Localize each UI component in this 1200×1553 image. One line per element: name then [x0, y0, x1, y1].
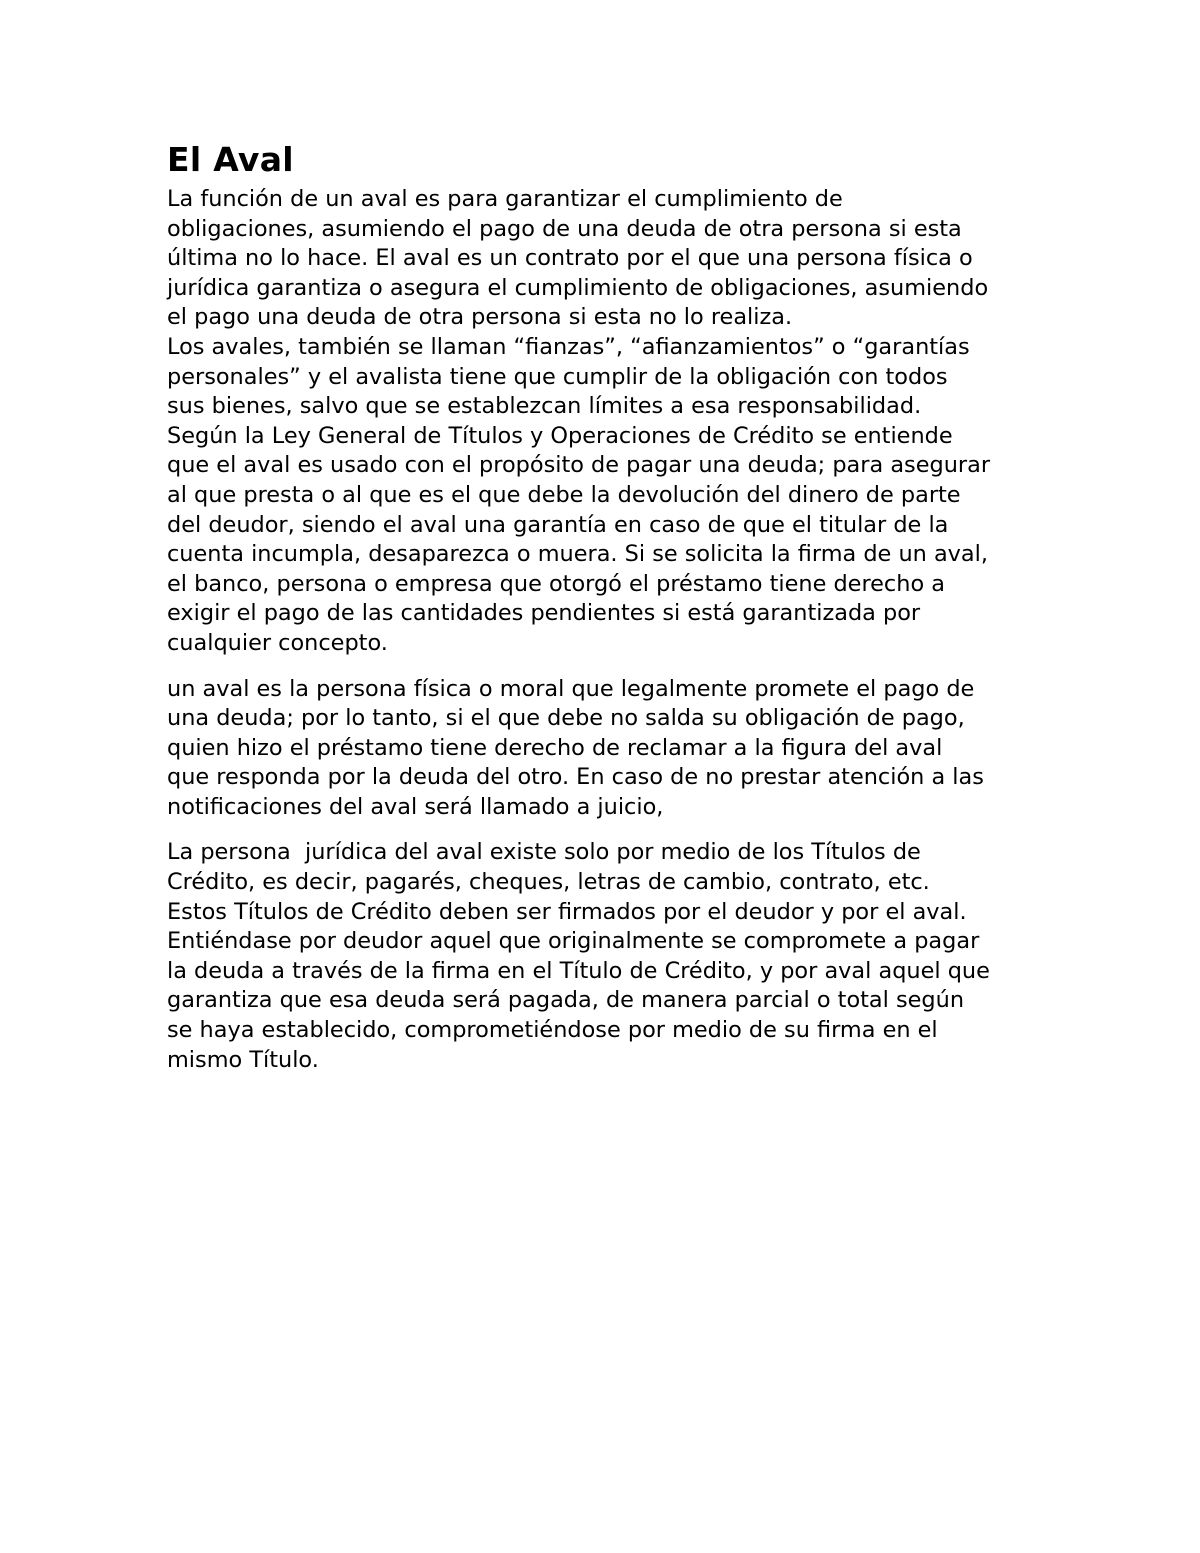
- document-body: [167, 138, 1037, 1075]
- paragraph-persona-juridica: La persona jurídica del aval existe solo por medio de los Títulos de Crédito, es decir, pagarés, cheques, letras de cambio, contrato, etc. Estos Títulos de Crédito deben ser firmados por el deudor y por el aval. Entiéndase por deudor aquel que originalmente se compromete a pagar la deuda a través de la firma en el Título de Crédito, y por aval aquel que garantiza que esa deuda será pagada, de manera parcial o total según se haya establecido, comprometiéndose por medio de su firma en el mismo Título.: [167, 839, 990, 1073]
- paragraph-definition: La función de un aval es para garantizar el cumplimiento de obligaciones, asumiendo el pago de una deuda de otra persona si esta última no lo hace. El aval es un contrato por el que una persona física o jurídica garantiza o asegura el cumplimiento de obligaciones, asumiendo el pago una deuda de otra persona si esta no lo realiza.: [167, 186, 989, 331]
- paragraph-avales-names: Los avales, también se llaman “fianzas”, “afianzamientos” o “garantías personales” y el avalista tiene que cumplir de la obligación con todos sus bienes, salvo que se establezcan límites a esa responsabilidad.: [167, 333, 970, 420]
- paragraph-persona-fisica: un aval es la persona física o moral que legalmente promete el pago de una deuda; por lo tanto, si el que debe no salda su obligación de pago, quien hizo el préstamo tiene derecho de reclamar a la figura del aval que responda por la deuda del otro. En caso de no prestar atención a las notificaciones del aval será llamado a juicio,: [167, 675, 984, 820]
- paragraph-ley-general: Según la Ley General de Títulos y Operaciones de Crédito se entiende que el aval es usado con el propósito de pagar una deuda; para asegurar al que presta o al que es el que debe la devolución del dinero de parte del deudor, siendo el aval una garantía en caso de que el titular de la cuenta incumpla, desaparezca o muera. Si se solicita la firma de un aval, el banco, persona o empresa que otorgó el préstamo tiene derecho a exigir el pago de las cantidades pendientes si está garantizada por cualquier concepto.: [167, 422, 991, 656]
- document-title: El Aval: [167, 140, 294, 179]
